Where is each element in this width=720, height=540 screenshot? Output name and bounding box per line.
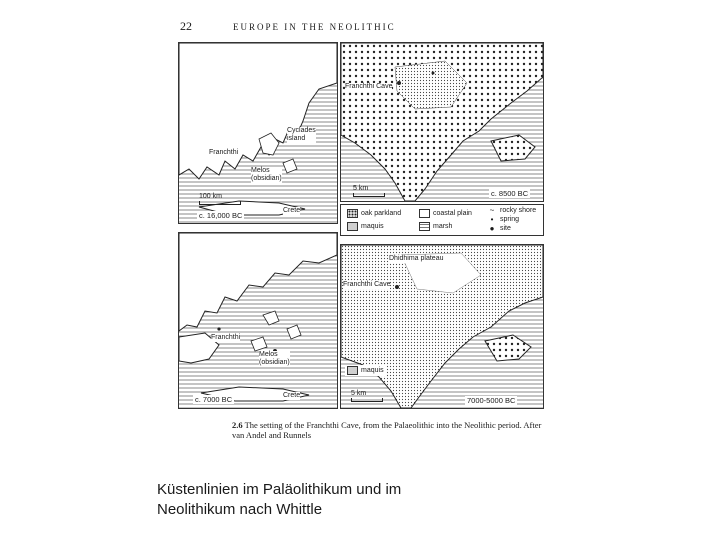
- legend-spring: • spring: [487, 215, 519, 224]
- label-dhidhima-plateau: Dhidhima plateau: [389, 255, 444, 262]
- scale-bar: [199, 201, 241, 205]
- slide-caption-line-1: Küstenlinien im Paläolithikum und im: [157, 481, 402, 498]
- page-number: 22: [180, 19, 192, 33]
- spring-icon: •: [490, 215, 494, 224]
- dots-pattern-icon: [347, 209, 358, 218]
- blank-pattern-icon: [419, 209, 430, 218]
- scale-label: 100 km: [199, 193, 222, 200]
- map-7000-5000bc-drawing: [341, 245, 543, 408]
- legend-maquis: maquis: [347, 222, 384, 231]
- rocky-shore-icon: ~: [489, 206, 495, 215]
- map-panel-16000bc: [178, 42, 338, 224]
- map-panel-7000-5000bc: [340, 244, 544, 409]
- label-crete: Crete: [283, 392, 301, 399]
- date-label: 7000-5000 BC: [467, 396, 516, 405]
- figure-number: 2.6: [232, 420, 243, 430]
- legend-coastal-plain: coastal plain: [419, 209, 472, 218]
- label-franchthi-cave: Franchthi Cave: [345, 83, 393, 90]
- scale-bar: [351, 398, 383, 402]
- date-label: c. 7000 BC: [195, 395, 233, 404]
- label-cyclades: Cyclades island: [287, 127, 316, 142]
- figure-caption-text: The setting of the Franchthi Cave, from the Palaeolithic into the Neolithic period. After van Andel and Runnels: [232, 420, 542, 440]
- scale-bar: [353, 193, 385, 197]
- scale-label: 5 km: [351, 390, 367, 397]
- date-label: c. 16,000 BC: [199, 211, 243, 220]
- legend-marsh: marsh: [419, 222, 452, 231]
- label-melos: Melos (obsidian): [251, 167, 282, 182]
- label-franchthi-cave: Franchthi Cave: [343, 281, 391, 288]
- running-head: EUROPE IN THE NEOLITHIC: [233, 22, 396, 32]
- map-panel-7000bc: [178, 232, 338, 409]
- label-melos: Melos (obsidian): [259, 351, 290, 366]
- slide-caption-line-2: Neolithikum nach Whittle: [157, 501, 323, 518]
- map-panel-8500bc: [340, 42, 544, 202]
- slide-caption: [157, 480, 497, 520]
- marsh-pattern-icon: [419, 222, 430, 231]
- map-8500bc-drawing: [341, 43, 543, 201]
- label-franchthi: Franchthi: [209, 149, 239, 156]
- label-crete: Crete: [283, 207, 301, 214]
- figure-caption: [232, 420, 542, 440]
- legend-rocky-shore: ~ rocky shore: [487, 206, 536, 215]
- site-icon: ●: [489, 224, 495, 233]
- map-7000bc-drawing: [179, 233, 337, 408]
- label-franchthi: Franchthi: [211, 334, 241, 341]
- date-label: c. 8500 BC: [491, 189, 529, 198]
- scale-label: 5 km: [353, 185, 369, 192]
- fine-dots-pattern-icon: [347, 222, 358, 231]
- legend-site: ● site: [487, 224, 511, 233]
- legend-inset-maquis: maquis: [345, 365, 386, 376]
- fine-dots-pattern-icon: [347, 366, 358, 375]
- legend-oak-parkland: oak parkland: [347, 209, 401, 218]
- map-legend: [340, 204, 544, 236]
